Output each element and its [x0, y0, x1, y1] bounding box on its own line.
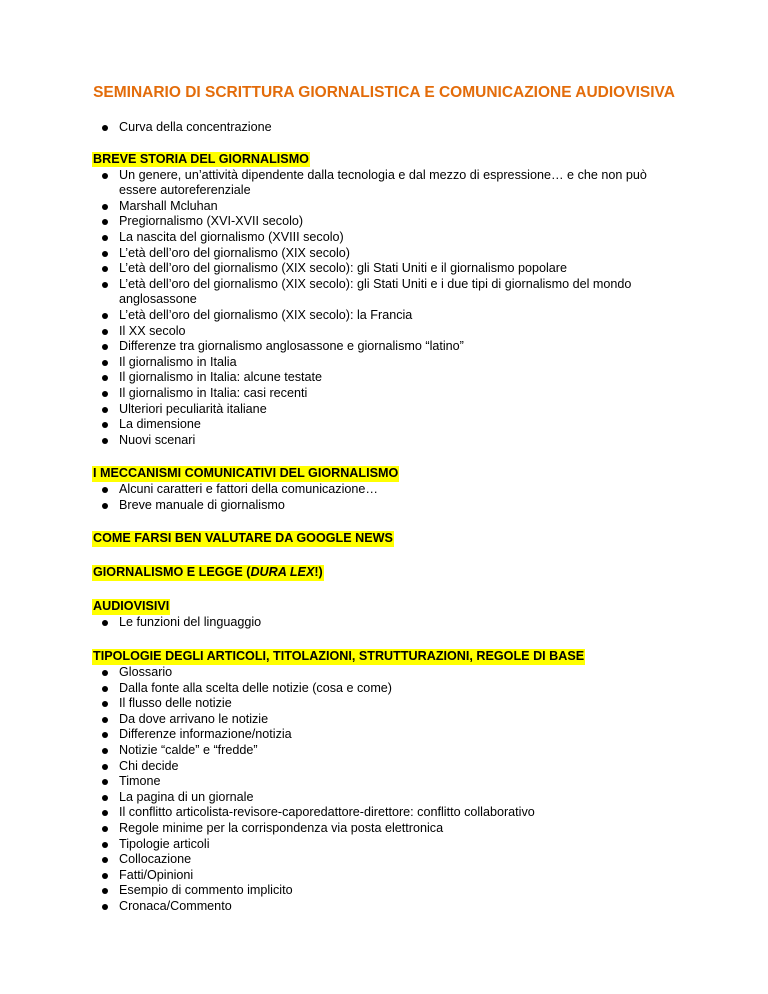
- list-item: Timone: [92, 774, 692, 790]
- list-item: Dalla fonte alla scelta delle notizie (cosa e come): [92, 681, 692, 697]
- list-item: Fatti/Opinioni: [92, 868, 692, 884]
- list-item: La pagina di un giornale: [92, 790, 692, 806]
- intro-list: [92, 120, 692, 136]
- list-item: Cronaca/Commento: [92, 899, 692, 915]
- list-item: Notizie “calde” e “fredde”: [92, 743, 692, 759]
- section-heading: TIPOLOGIE DEGLI ARTICOLI, TITOLAZIONI, STRUTTURAZIONI, REGOLE DI BASE: [93, 649, 585, 664]
- list-item: Regole minime per la corrispondenza via posta elettronica: [92, 821, 692, 837]
- document-title: SEMINARIO DI SCRITTURA GIORNALISTICA E COMUNICAZIONE AUDIOVISIVA: [93, 84, 675, 101]
- section-list: [92, 168, 692, 449]
- list-item: Le funzioni del linguaggio: [92, 615, 692, 631]
- section-heading: COME FARSI BEN VALUTARE DA GOOGLE NEWS: [93, 531, 393, 546]
- list-item: Alcuni caratteri e fattori della comunicazione…: [92, 482, 692, 498]
- heading-prefix: GIORNALISMO E LEGGE (: [93, 565, 251, 580]
- list-item: Tipologie articoli: [92, 837, 692, 853]
- list-item: Differenze tra giornalismo anglosassone e giornalismo “latino”: [92, 339, 692, 355]
- list-item: Curva della concentrazione: [92, 120, 692, 136]
- list-item: L’età dell’oro del giornalismo (XIX secolo): gli Stati Uniti e il giornalismo popolare: [92, 261, 692, 277]
- section-heading: [92, 565, 324, 581]
- list-item: Il XX secolo: [92, 324, 692, 340]
- list-item: Ulteriori peculiarità italiane: [92, 402, 692, 418]
- list-item: Glossario: [92, 665, 692, 681]
- list-item: La nascita del giornalismo (XVIII secolo): [92, 230, 692, 246]
- list-item: L’età dell’oro del giornalismo (XIX secolo): la Francia: [92, 308, 692, 324]
- list-item: Il giornalismo in Italia: casi recenti: [92, 386, 692, 402]
- section-legge: [92, 563, 692, 581]
- list-item: Nuovi scenari: [92, 433, 692, 449]
- section-heading: I MECCANISMI COMUNICATIVI DEL GIORNALISMO: [93, 466, 399, 481]
- list-item: Pregiornalismo (XVI-XVII secolo): [92, 214, 692, 230]
- list-item: Un genere, un’attività dipendente dalla tecnologia e dal mezzo di espressione… e che non può essere autoreferenziale: [92, 168, 692, 199]
- section-heading: AUDIOVISIVI: [93, 599, 170, 614]
- list-item: La dimensione: [92, 417, 692, 433]
- list-item: Esempio di commento implicito: [92, 883, 692, 899]
- heading-italic: DURA LEX: [250, 565, 315, 580]
- list-item: Differenze informazione/notizia: [92, 727, 692, 743]
- list-item: Marshall Mcluhan: [92, 199, 692, 215]
- heading-suffix: !): [314, 565, 323, 580]
- list-item: Da dove arrivano le notizie: [92, 712, 692, 728]
- list-item: Il giornalismo in Italia: [92, 355, 692, 371]
- section-list: [92, 665, 692, 915]
- section-list: [92, 615, 692, 631]
- list-item: Il conflitto articolista-revisore-caporedattore-direttore: conflitto collaborativo: [92, 805, 692, 821]
- list-item: Il flusso delle notizie: [92, 696, 692, 712]
- section-heading: BREVE STORIA DEL GIORNALISMO: [93, 151, 309, 166]
- list-item: Il giornalismo in Italia: alcune testate: [92, 370, 692, 386]
- section-meccanismi: [92, 464, 692, 513]
- list-item: Breve manuale di giornalismo: [92, 498, 692, 514]
- list-item: Chi decide: [92, 759, 692, 775]
- list-item: Collocazione: [92, 852, 692, 868]
- section-tipologie: [92, 647, 692, 915]
- list-item: L’età dell’oro del giornalismo (XIX secolo): gli Stati Uniti e i due tipi di giornalismo del mondo anglosassone: [92, 277, 692, 308]
- document-content: [92, 120, 692, 915]
- section-breve-storia: [92, 150, 692, 449]
- section-list: [92, 482, 692, 513]
- list-item: L’età dell’oro del giornalismo (XIX secolo): [92, 246, 692, 262]
- section-audiovisivi: [92, 597, 692, 631]
- section-google-news: [92, 529, 692, 547]
